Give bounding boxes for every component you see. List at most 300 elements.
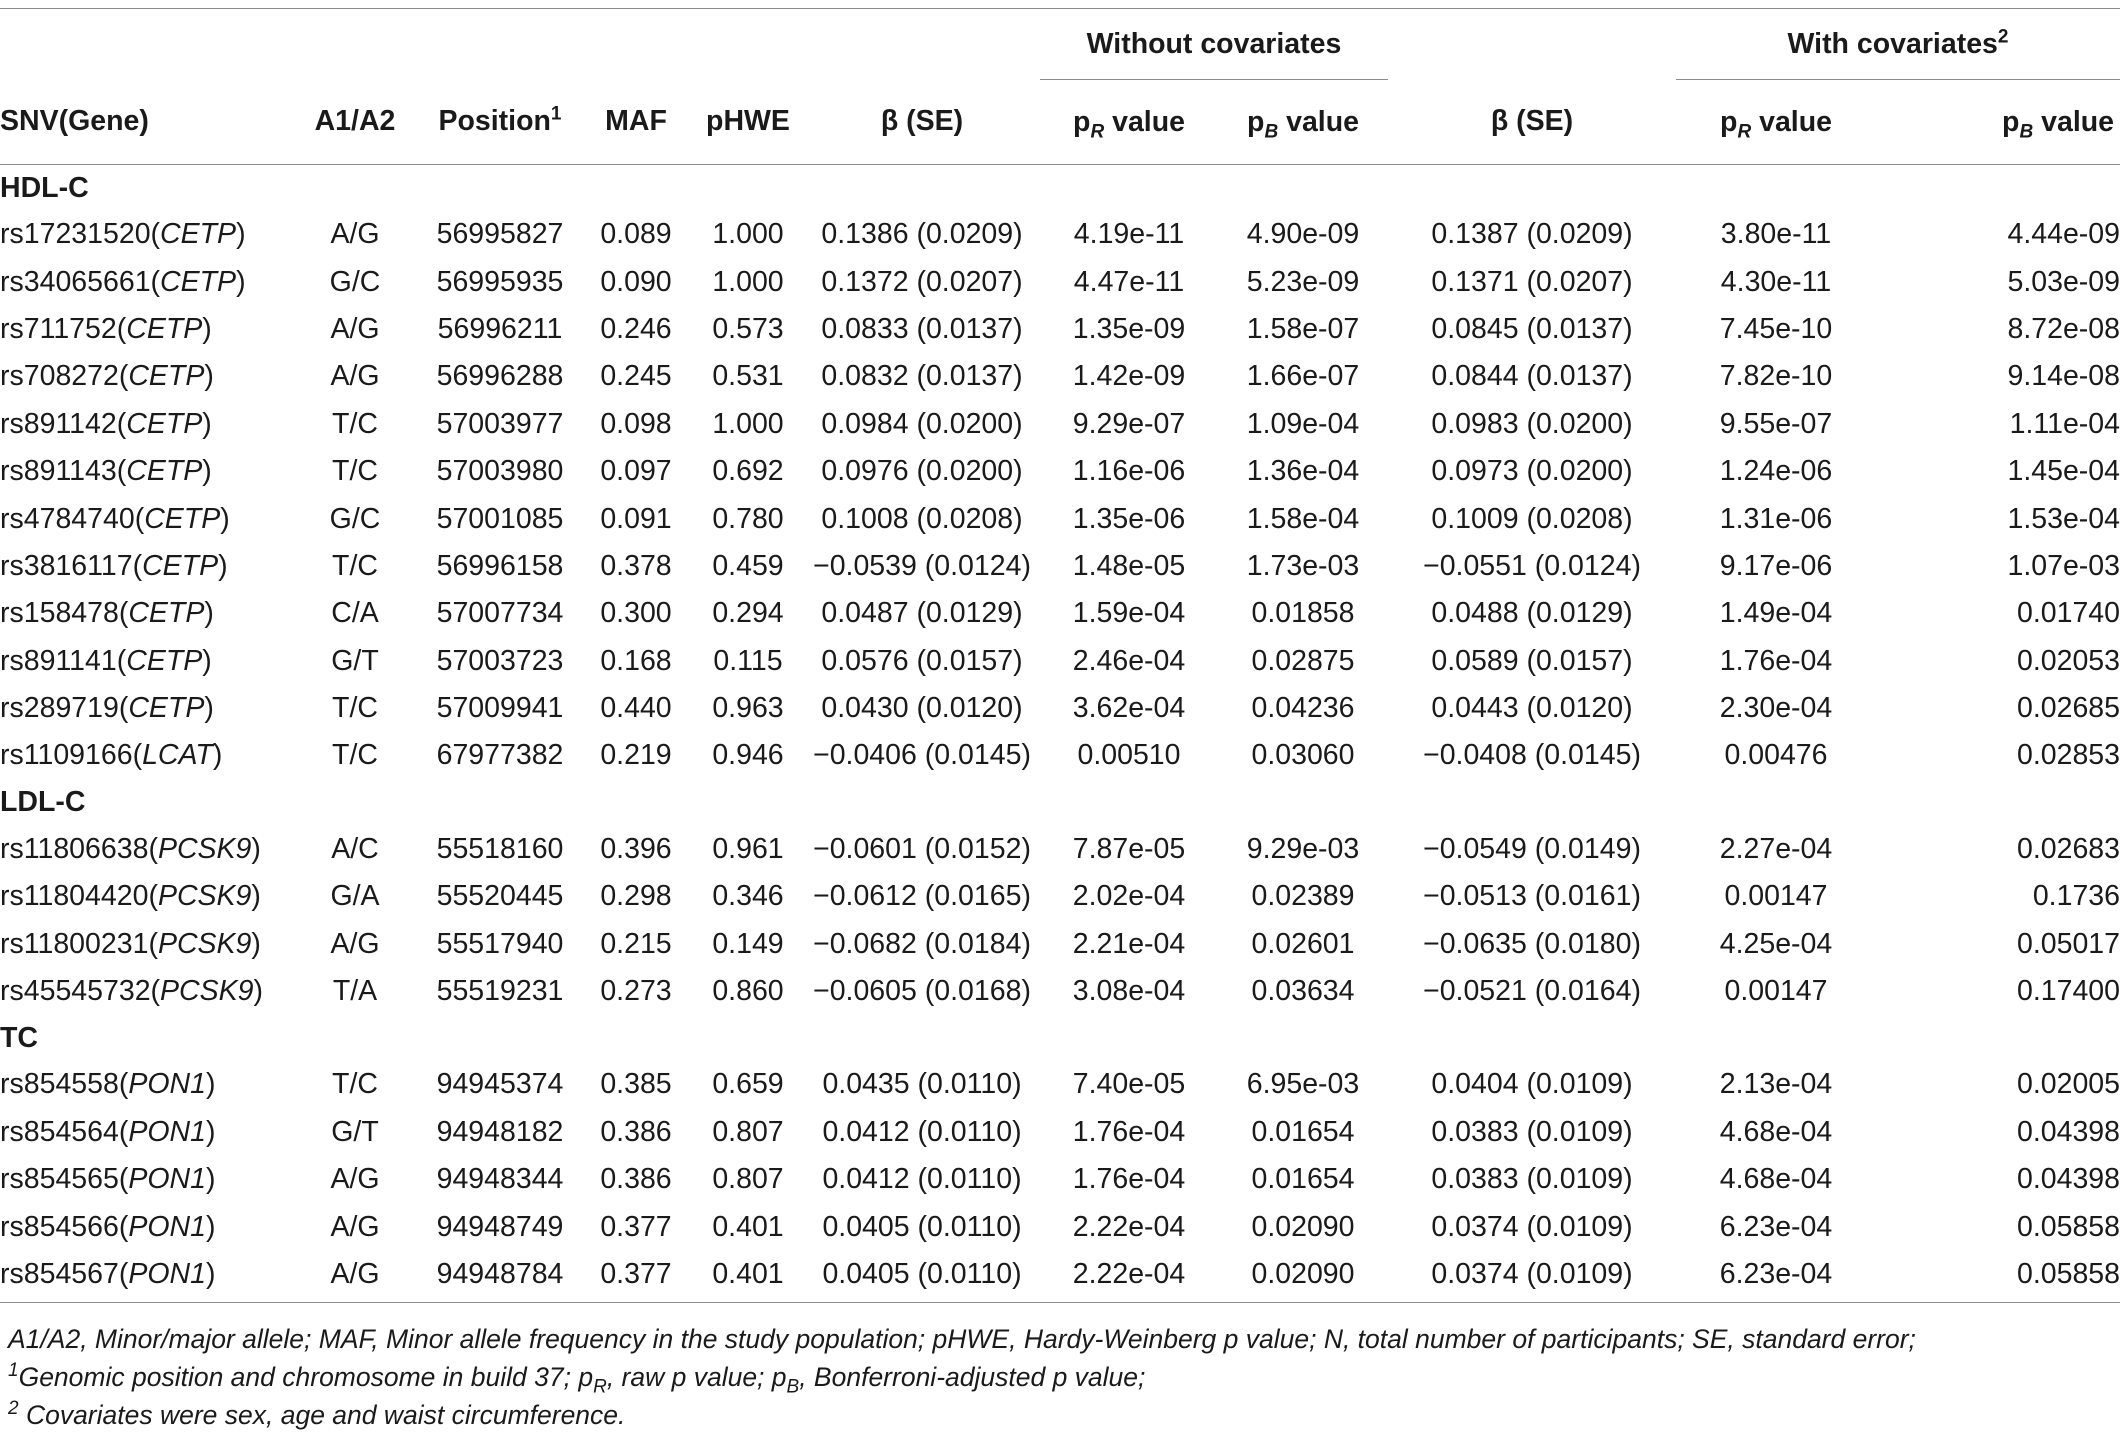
snv-id: rs289719 xyxy=(0,692,119,725)
cell-beta-with: 0.0383 (0.0109) xyxy=(1431,1115,1633,1148)
cell-snv: rs11804420(PCSK9) xyxy=(0,880,261,913)
cell-pr-without: 2.22e-04 xyxy=(1072,1258,1186,1290)
cell-alleles: A/G xyxy=(330,1163,380,1196)
snv-id: rs4784740 xyxy=(0,502,135,535)
cell-snv: rs45545732(PCSK9) xyxy=(0,975,264,1008)
gene-name: CETP xyxy=(128,597,205,630)
cell-pb-with: 0.05858 xyxy=(2016,1258,2120,1290)
cell-pr-with: 1.49e-04 xyxy=(1719,597,1833,630)
cell-position: 94948749 xyxy=(436,1210,564,1243)
section-row xyxy=(0,1015,2120,1061)
cell-snv: rs17231520(CETP) xyxy=(0,218,246,251)
cell-position: 94948784 xyxy=(436,1258,564,1290)
cell-maf: 0.215 xyxy=(600,927,672,960)
cell-pr-without: 7.40e-05 xyxy=(1072,1068,1186,1101)
cell-alleles: A/G xyxy=(330,312,380,345)
cell-pb-with: 1.07e-03 xyxy=(2007,549,2120,582)
cell-phwe: 0.115 xyxy=(713,644,783,677)
cell-pb-with: 5.03e-09 xyxy=(2007,265,2120,298)
cell-beta-without: 0.1008 (0.0208) xyxy=(821,502,1023,535)
cell-alleles: G/T xyxy=(331,1115,379,1148)
cell-pr-with: 4.30e-11 xyxy=(1720,265,1832,298)
cell-snv: rs854565(PON1) xyxy=(0,1163,216,1196)
cell-phwe: 0.659 xyxy=(712,1068,784,1101)
cell-pb-without: 1.36e-04 xyxy=(1246,455,1360,488)
section-label: LDL-C xyxy=(0,786,86,819)
table-row xyxy=(0,873,2120,920)
cell-pr-without: 1.35e-09 xyxy=(1072,312,1186,345)
cell-beta-without: 0.0412 (0.0110) xyxy=(822,1163,1022,1196)
cell-pb-without: 4.90e-09 xyxy=(1246,218,1360,251)
snv-id: rs854566 xyxy=(0,1210,119,1243)
cell-alleles: T/C xyxy=(332,692,378,725)
cell-pb-with: 4.44e-09 xyxy=(2007,218,2120,251)
cell-snv: rs854567(PON1) xyxy=(0,1258,216,1290)
snv-id: rs854565 xyxy=(0,1163,119,1196)
col-pb-without: $p_B$ value xyxy=(1218,80,1388,165)
footnote-2: $^2$ Covariates were sex, age and waist circumference. xyxy=(8,1398,626,1430)
cell-pr-without: 3.08e-04 xyxy=(1072,975,1186,1008)
cell-snv: rs891141(CETP) xyxy=(0,644,212,677)
cell-position: 56995935 xyxy=(436,265,564,298)
cell-phwe: 0.294 xyxy=(712,597,784,630)
cell-snv: rs3816117(CETP) xyxy=(0,549,228,582)
cell-beta-with: 0.0844 (0.0137) xyxy=(1431,360,1633,393)
snv-id: rs1109166 xyxy=(0,739,133,772)
gene-name: CETP xyxy=(126,312,203,345)
gene-name: LCAT xyxy=(142,739,213,772)
cell-position: 55519231 xyxy=(436,975,564,1008)
snv-id: rs34065661 xyxy=(0,265,151,298)
cell-pb-without: 0.02389 xyxy=(1251,880,1355,913)
cell-position: 57009941 xyxy=(436,692,564,725)
cell-alleles: G/A xyxy=(330,880,380,913)
cell-beta-without: 0.0430 (0.0120) xyxy=(821,692,1023,725)
snv-id: rs854567 xyxy=(0,1258,119,1290)
cell-beta-with: 0.0404 (0.0109) xyxy=(1431,1068,1633,1101)
cell-beta-with: 0.1371 (0.0207) xyxy=(1431,265,1633,298)
cell-maf: 0.440 xyxy=(600,692,672,725)
cell-position: 57003977 xyxy=(436,407,564,440)
cell-maf: 0.385 xyxy=(600,1068,672,1101)
table-row xyxy=(0,685,2120,732)
cell-snv: rs854558(PON1) xyxy=(0,1068,216,1101)
snv-id: rs854564 xyxy=(0,1115,119,1148)
cell-position: 57003980 xyxy=(436,455,564,488)
cell-beta-without: 0.0412 (0.0110) xyxy=(822,1115,1022,1148)
cell-pr-with: 9.17e-06 xyxy=(1719,549,1833,582)
cell-pb-with: 0.02685 xyxy=(2016,692,2120,725)
cell-beta-with: 0.0983 (0.0200) xyxy=(1431,407,1633,440)
gene-name: PON1 xyxy=(128,1210,206,1243)
table-row xyxy=(0,968,2120,1015)
cell-alleles: A/G xyxy=(330,1210,380,1243)
cell-alleles: A/G xyxy=(330,360,380,393)
table-row xyxy=(0,732,2120,779)
gene-name: CETP xyxy=(142,549,219,582)
cell-pr-with: 4.68e-04 xyxy=(1719,1163,1833,1196)
snv-id: rs708272 xyxy=(0,360,119,393)
cell-position: 57001085 xyxy=(436,502,564,535)
cell-pr-without: 1.48e-05 xyxy=(1072,549,1186,582)
cell-pr-without: 3.62e-04 xyxy=(1072,692,1186,725)
cell-position: 94945374 xyxy=(436,1068,564,1101)
cell-pb-without: 1.09e-04 xyxy=(1246,407,1360,440)
table-row xyxy=(0,1156,2120,1203)
cell-snv: rs34065661(CETP) xyxy=(0,265,246,298)
snv-id: rs891143 xyxy=(0,455,117,488)
cell-alleles: T/C xyxy=(332,549,378,582)
cell-pr-without: 0.00510 xyxy=(1077,739,1181,772)
cell-pr-with: 4.25e-04 xyxy=(1719,927,1833,960)
cell-beta-with: 0.1009 (0.0208) xyxy=(1431,502,1633,535)
cell-pb-with: 0.04398 xyxy=(2016,1115,2120,1148)
cell-alleles: T/A xyxy=(332,975,378,1008)
cell-pb-with: 8.72e-08 xyxy=(2007,312,2120,345)
cell-phwe: 0.946 xyxy=(712,739,784,772)
group-without-covariates: Without covariates xyxy=(1040,9,1388,80)
col-alleles: A1/A2 xyxy=(290,80,420,165)
snv-id: rs3816117 xyxy=(0,549,133,582)
cell-pr-with: 1.76e-04 xyxy=(1719,644,1833,677)
cell-pb-without: 1.66e-07 xyxy=(1246,360,1360,393)
gene-name: PCSK9 xyxy=(157,880,252,913)
cell-snv: rs1109166(LCAT) xyxy=(0,739,223,772)
cell-maf: 0.396 xyxy=(600,832,672,865)
cell-position: 67977382 xyxy=(436,739,564,772)
table-row xyxy=(0,1203,2120,1250)
table-row xyxy=(0,826,2120,873)
cell-maf: 0.219 xyxy=(600,739,672,772)
cell-beta-with: −0.0551 (0.0124) xyxy=(1423,549,1641,582)
cell-pb-without: 9.29e-03 xyxy=(1246,832,1360,865)
cell-beta-without: 0.0833 (0.0137) xyxy=(821,312,1023,345)
cell-pr-with: 2.13e-04 xyxy=(1719,1068,1833,1101)
cell-pr-without: 1.76e-04 xyxy=(1072,1163,1186,1196)
cell-phwe: 0.573 xyxy=(712,312,784,345)
cell-maf: 0.378 xyxy=(600,549,672,582)
cell-phwe: 0.531 xyxy=(712,360,784,393)
cell-alleles: A/G xyxy=(330,927,380,960)
table-row xyxy=(0,353,2120,400)
col-position: Position$^1$ xyxy=(420,80,580,165)
gene-name: CETP xyxy=(144,502,221,535)
snv-id: rs158478 xyxy=(0,597,119,630)
snv-id: rs854558 xyxy=(0,1068,119,1101)
cell-maf: 0.386 xyxy=(600,1163,672,1196)
cell-phwe: 0.963 xyxy=(712,692,784,725)
cell-beta-with: 0.1387 (0.0209) xyxy=(1431,218,1633,251)
cell-pr-with: 9.55e-07 xyxy=(1719,407,1833,440)
cell-maf: 0.300 xyxy=(600,597,672,630)
cell-position: 56995827 xyxy=(436,218,564,251)
cell-pr-without: 4.47e-11 xyxy=(1073,265,1185,298)
gene-name: CETP xyxy=(128,692,205,725)
cell-snv: rs711752(CETP) xyxy=(0,312,212,345)
cell-pb-without: 0.02601 xyxy=(1251,927,1355,960)
cell-pb-without: 1.73e-03 xyxy=(1246,549,1360,582)
snv-id: rs11800231 xyxy=(0,927,149,960)
cell-beta-without: 0.0435 (0.0110) xyxy=(822,1068,1022,1101)
cell-alleles: T/C xyxy=(332,739,378,772)
cell-alleles: A/G xyxy=(330,218,380,251)
cell-pr-without: 9.29e-07 xyxy=(1072,407,1186,440)
cell-pb-with: 0.05858 xyxy=(2016,1210,2120,1243)
cell-maf: 0.298 xyxy=(600,880,672,913)
cell-beta-without: 0.1386 (0.0209) xyxy=(821,218,1023,251)
cell-snv: rs158478(CETP) xyxy=(0,597,214,630)
cell-beta-without: 0.1372 (0.0207) xyxy=(821,265,1023,298)
cell-alleles: G/T xyxy=(331,644,379,677)
col-beta-with: β (SE) xyxy=(1388,80,1676,165)
cell-maf: 0.097 xyxy=(600,455,672,488)
cell-snv: rs11806638(PCSK9) xyxy=(0,832,261,865)
cell-pb-without: 1.58e-04 xyxy=(1246,502,1360,535)
cell-beta-without: 0.0832 (0.0137) xyxy=(821,360,1023,393)
cell-snv: rs4784740(CETP) xyxy=(0,502,230,535)
cell-pr-without: 1.76e-04 xyxy=(1072,1115,1186,1148)
table-row xyxy=(0,495,2120,542)
cell-beta-with: −0.0513 (0.0161) xyxy=(1423,880,1641,913)
cell-snv: rs854564(PON1) xyxy=(0,1115,216,1148)
footnote-abbreviations: A1/A2, Minor/major allele; MAF, Minor allele frequency in the study population; pHWE, Hardy-Weinberg p value; N, total number of participants; SE, standard error; xyxy=(8,1324,1916,1354)
cell-beta-with: −0.0549 (0.0149) xyxy=(1423,832,1641,865)
cell-pr-with: 2.27e-04 xyxy=(1719,832,1833,865)
cell-position: 56996288 xyxy=(436,360,564,393)
cell-pr-with: 0.00147 xyxy=(1724,975,1828,1008)
cell-beta-without: −0.0406 (0.0145) xyxy=(813,739,1031,772)
cell-alleles: A/G xyxy=(330,1258,380,1290)
cell-alleles: C/A xyxy=(331,597,379,630)
cell-phwe: 0.459 xyxy=(712,549,784,582)
cell-phwe: 1.000 xyxy=(712,265,784,298)
cell-pb-with: 0.17400 xyxy=(2016,975,2120,1008)
cell-maf: 0.089 xyxy=(600,218,672,251)
table-row xyxy=(0,401,2120,448)
table-row xyxy=(0,211,2120,258)
col-pr-with: $p_R$ value xyxy=(1676,80,1876,165)
cell-position: 56996158 xyxy=(436,549,564,582)
cell-alleles: T/C xyxy=(332,455,378,488)
cell-position: 94948344 xyxy=(436,1163,564,1196)
cell-beta-without: 0.0984 (0.0200) xyxy=(821,407,1023,440)
cell-pb-without: 1.58e-07 xyxy=(1246,312,1360,345)
results-table xyxy=(0,8,2120,1303)
cell-pb-without: 0.02090 xyxy=(1251,1258,1355,1290)
col-beta-without: β (SE) xyxy=(804,80,1040,165)
cell-position: 55517940 xyxy=(436,927,564,960)
cell-maf: 0.098 xyxy=(600,407,672,440)
cell-beta-with: 0.0374 (0.0109) xyxy=(1431,1258,1633,1290)
section-label: TC xyxy=(0,1021,38,1054)
cell-phwe: 0.807 xyxy=(712,1163,784,1196)
table-row xyxy=(0,920,2120,967)
table-row xyxy=(0,448,2120,495)
cell-beta-without: −0.0539 (0.0124) xyxy=(813,549,1031,582)
cell-snv: rs854566(PON1) xyxy=(0,1210,216,1243)
gene-name: CETP xyxy=(126,455,203,488)
cell-beta-with: 0.0845 (0.0137) xyxy=(1431,312,1633,345)
cell-alleles: T/C xyxy=(332,1068,378,1101)
cell-phwe: 0.149 xyxy=(712,927,784,960)
cell-beta-without: −0.0601 (0.0152) xyxy=(813,832,1031,865)
cell-pb-without: 0.01858 xyxy=(1251,597,1355,630)
cell-pb-with: 1.53e-04 xyxy=(2007,502,2120,535)
footnote-1: $^1$Genomic position and chromosome in build 37; $p_R$, raw p value; $p_B$, Bonferroni-adjusted p value; xyxy=(8,1360,1146,1398)
cell-beta-with: −0.0635 (0.0180) xyxy=(1423,927,1641,960)
table-body xyxy=(0,165,2120,1303)
cell-pb-without: 5.23e-09 xyxy=(1246,265,1360,298)
cell-pr-without: 2.21e-04 xyxy=(1072,927,1186,960)
cell-pr-without: 2.22e-04 xyxy=(1072,1210,1186,1243)
gene-name: CETP xyxy=(160,218,237,251)
cell-maf: 0.273 xyxy=(600,975,672,1008)
table-row xyxy=(0,1251,2120,1298)
cell-pb-with: 1.11e-04 xyxy=(2009,407,2120,440)
cell-snv: rs891143(CETP) xyxy=(0,455,212,488)
cell-phwe: 0.807 xyxy=(712,1115,784,1148)
cell-pr-without: 1.35e-06 xyxy=(1072,502,1186,535)
gene-name: CETP xyxy=(160,265,237,298)
gene-name: PON1 xyxy=(128,1068,206,1101)
gene-name: PON1 xyxy=(128,1163,206,1196)
cell-pb-with: 0.02053 xyxy=(2016,644,2120,677)
cell-beta-without: 0.0487 (0.0129) xyxy=(821,597,1023,630)
cell-phwe: 0.346 xyxy=(712,880,784,913)
cell-position: 55518160 xyxy=(436,832,564,865)
cell-snv: rs11800231(PCSK9) xyxy=(0,927,261,960)
cell-pb-without: 0.02875 xyxy=(1251,644,1355,677)
cell-beta-without: 0.0405 (0.0110) xyxy=(822,1258,1022,1290)
cell-pb-with: 0.02005 xyxy=(2016,1068,2120,1101)
gene-name: CETP xyxy=(126,644,203,677)
section-row xyxy=(0,165,2120,212)
snv-id: rs45545732 xyxy=(0,975,151,1008)
col-maf: MAF xyxy=(580,80,692,165)
section-label: HDL-C xyxy=(0,171,89,204)
gene-name: CETP xyxy=(126,407,203,440)
cell-pr-without: 1.16e-06 xyxy=(1072,455,1186,488)
cell-phwe: 0.860 xyxy=(712,975,784,1008)
cell-pb-without: 6.95e-03 xyxy=(1246,1068,1360,1101)
cell-pr-without: 2.02e-04 xyxy=(1072,880,1186,913)
cell-maf: 0.377 xyxy=(600,1210,672,1243)
cell-pb-with: 9.14e-08 xyxy=(2007,360,2120,393)
cell-pr-with: 4.68e-04 xyxy=(1719,1115,1833,1148)
cell-beta-without: 0.0976 (0.0200) xyxy=(821,455,1023,488)
cell-pr-with: 3.80e-11 xyxy=(1720,218,1832,251)
snv-id: rs891141 xyxy=(0,644,117,677)
table-row xyxy=(0,1109,2120,1156)
gene-name: PCSK9 xyxy=(160,975,254,1008)
cell-pb-without: 0.03634 xyxy=(1251,975,1355,1008)
cell-beta-without: −0.0682 (0.0184) xyxy=(813,927,1031,960)
col-phwe: pHWE xyxy=(692,80,804,165)
cell-alleles: G/C xyxy=(329,265,381,298)
cell-pr-with: 2.30e-04 xyxy=(1719,692,1833,725)
cell-phwe: 0.692 xyxy=(712,455,784,488)
cell-beta-with: 0.0443 (0.0120) xyxy=(1431,692,1633,725)
cell-beta-with: 0.0383 (0.0109) xyxy=(1431,1163,1633,1196)
cell-maf: 0.168 xyxy=(600,644,672,677)
cell-pr-with: 1.24e-06 xyxy=(1719,455,1833,488)
cell-beta-without: 0.0405 (0.0110) xyxy=(822,1210,1022,1243)
cell-pr-with: 0.00147 xyxy=(1724,880,1828,913)
cell-beta-with: 0.0589 (0.0157) xyxy=(1431,644,1633,677)
table-bottom-rule xyxy=(0,1298,2120,1303)
cell-position: 57007734 xyxy=(436,597,564,630)
gene-name: PCSK9 xyxy=(157,832,252,865)
cell-pb-with: 0.04398 xyxy=(2016,1163,2120,1196)
cell-beta-with: −0.0408 (0.0145) xyxy=(1423,739,1641,772)
cell-pb-with: 0.05017 xyxy=(2016,927,2120,960)
table-row xyxy=(0,258,2120,305)
gene-name: CETP xyxy=(128,360,205,393)
snv-id: rs891142 xyxy=(0,407,117,440)
cell-pr-with: 0.00476 xyxy=(1724,739,1828,772)
cell-position: 55520445 xyxy=(436,880,564,913)
gene-name: PCSK9 xyxy=(157,927,252,960)
cell-pr-without: 1.42e-09 xyxy=(1072,360,1186,393)
cell-alleles: T/C xyxy=(332,407,378,440)
cell-pr-with: 6.23e-04 xyxy=(1719,1210,1833,1243)
cell-pr-without: 7.87e-05 xyxy=(1072,832,1186,865)
cell-pr-with: 1.31e-06 xyxy=(1719,502,1833,535)
cell-maf: 0.246 xyxy=(600,312,672,345)
cell-beta-with: 0.0973 (0.0200) xyxy=(1431,455,1633,488)
cell-pb-with: 0.02853 xyxy=(2016,739,2120,772)
cell-position: 94948182 xyxy=(436,1115,564,1148)
table-footnotes xyxy=(8,1320,2112,1434)
cell-position: 57003723 xyxy=(436,644,564,677)
col-pb-with: $p_B$ value xyxy=(1876,80,2120,165)
cell-phwe: 1.000 xyxy=(712,218,784,251)
cell-pb-without: 0.01654 xyxy=(1251,1115,1355,1148)
cell-pb-without: 0.02090 xyxy=(1251,1210,1355,1243)
cell-pb-with: 0.01740 xyxy=(2016,597,2120,630)
table-row xyxy=(0,543,2120,590)
cell-maf: 0.377 xyxy=(600,1258,672,1290)
cell-pb-with: 0.02683 xyxy=(2016,832,2120,865)
cell-pr-without: 4.19e-11 xyxy=(1073,218,1185,251)
cell-snv: rs891142(CETP) xyxy=(0,407,212,440)
table-row xyxy=(0,638,2120,685)
cell-beta-with: 0.0374 (0.0109) xyxy=(1431,1210,1633,1243)
cell-beta-without: −0.0612 (0.0165) xyxy=(813,880,1031,913)
cell-beta-without: 0.0576 (0.0157) xyxy=(821,644,1023,677)
section-row xyxy=(0,780,2120,826)
cell-pr-with: 7.45e-10 xyxy=(1719,312,1833,345)
cell-maf: 0.245 xyxy=(600,360,672,393)
table-row xyxy=(0,590,2120,637)
cell-beta-with: −0.0521 (0.0164) xyxy=(1423,975,1641,1008)
cell-phwe: 0.401 xyxy=(712,1258,784,1290)
snv-id: rs11806638 xyxy=(0,832,149,865)
cell-pr-with: 7.82e-10 xyxy=(1719,360,1833,393)
col-pr-without: $p_R$ value xyxy=(1040,80,1218,165)
cell-pb-without: 0.01654 xyxy=(1251,1163,1355,1196)
gene-name: PON1 xyxy=(128,1258,206,1290)
cell-pb-without: 0.04236 xyxy=(1251,692,1355,725)
cell-pb-without: 0.03060 xyxy=(1251,739,1355,772)
snv-id: rs711752 xyxy=(0,312,117,345)
col-snv: SNV(Gene) xyxy=(0,80,290,165)
cell-alleles: A/C xyxy=(331,832,379,865)
cell-phwe: 0.401 xyxy=(712,1210,784,1243)
column-header-row xyxy=(0,80,2120,165)
cell-beta-without: −0.0605 (0.0168) xyxy=(813,975,1031,1008)
cell-beta-with: 0.0488 (0.0129) xyxy=(1431,597,1633,630)
